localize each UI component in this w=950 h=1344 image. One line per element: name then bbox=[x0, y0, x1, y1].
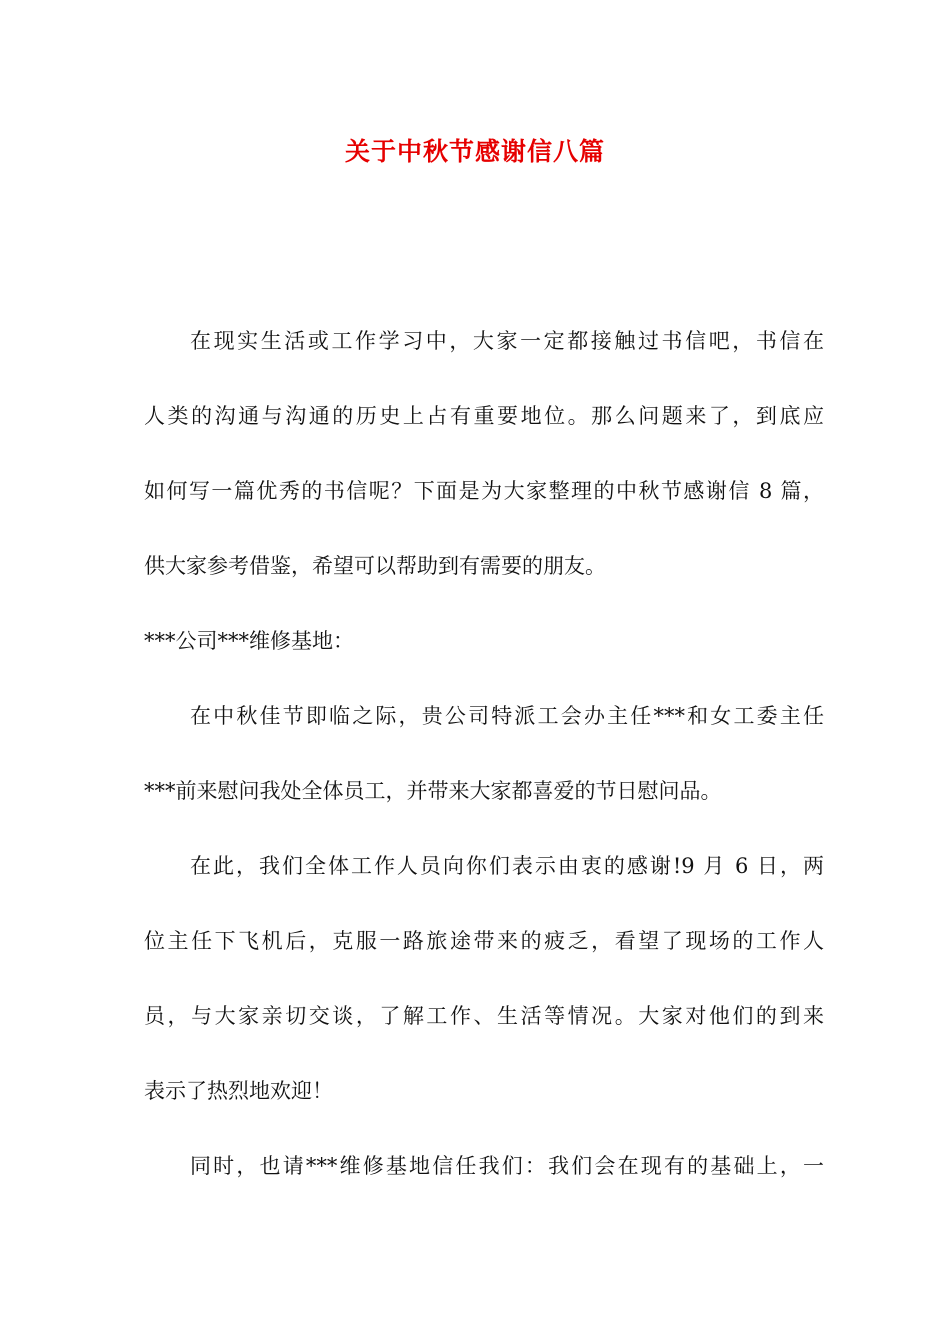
document-title: 关于中秋节感谢信八篇 bbox=[344, 137, 605, 166]
paragraph-line: 人类的沟通与沟通的历史上占有重要地位。那么问题来了，到底应 bbox=[144, 404, 824, 428]
paragraph-line: 在现实生活或工作学习中，大家一定都接触过书信吧，书信在 bbox=[190, 329, 824, 353]
paragraph-line: 如何写一篇优秀的书信呢？下面是为大家整理的中秋节感谢信 8 篇， bbox=[144, 479, 824, 503]
paragraph-line: 在中秋佳节即临之际，贵公司特派工会办主任***和女工委主任 bbox=[190, 704, 824, 728]
paragraph-line: 表示了热烈地欢迎！ bbox=[144, 1079, 333, 1103]
paragraph-line: 同时，也请***维修基地信任我们：我们会在现有的基础上，一 bbox=[190, 1154, 824, 1178]
paragraph-line: 在此，我们全体工作人员向你们表示由衷的感谢!9 月 6 日，两 bbox=[190, 854, 824, 878]
paragraph-line: ***前来慰问我处全体员工，并带来大家都喜爱的节日慰问品。 bbox=[144, 779, 722, 803]
paragraph-line: 员，与大家亲切交谈，了解工作、生活等情况。大家对他们的到来 bbox=[144, 1004, 824, 1028]
paragraph-line: 位主任下飞机后，克服一路旅途带来的疲乏，看望了现场的工作人 bbox=[144, 929, 824, 953]
salutation-line: ***公司***维修基地： bbox=[144, 629, 354, 653]
paragraph-line: 供大家参考借鉴，希望可以帮助到有需要的朋友。 bbox=[144, 554, 606, 578]
